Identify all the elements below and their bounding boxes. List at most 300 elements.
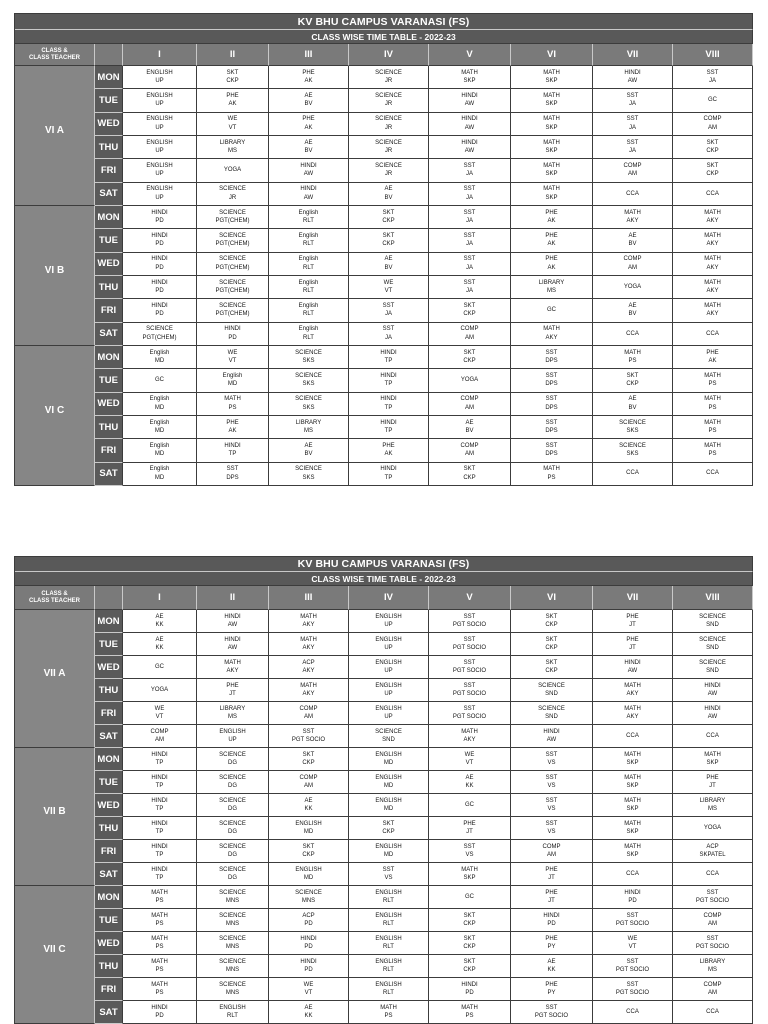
day-label-cell: TUE: [95, 369, 123, 392]
period-cell: [511, 771, 593, 794]
period-cell: [673, 840, 753, 863]
teacher-code-text: PD: [465, 990, 474, 996]
teacher-code-text: PS: [155, 921, 164, 927]
period-cell: [511, 1001, 593, 1024]
teacher-code-text: AM: [628, 171, 637, 178]
subject-text: AE: [304, 442, 313, 449]
subject-text: SCIENCE: [219, 302, 246, 309]
subject-text: SST: [463, 186, 476, 193]
teacher-code-text: JT: [548, 875, 555, 881]
subject-text: English: [149, 349, 170, 356]
teacher-code-text: KK: [155, 622, 164, 628]
period-cell: [511, 253, 593, 276]
period-cell: [123, 183, 197, 206]
period-cell: [511, 113, 593, 136]
teacher-code-text: UP: [384, 714, 393, 720]
teacher-code-text: MD: [154, 404, 165, 411]
subject-text: MATH: [624, 209, 641, 216]
period-cell: [349, 66, 429, 89]
teacher-code-text: SND: [706, 645, 719, 651]
period-cell: [593, 416, 673, 439]
day-label-cell: THU: [95, 136, 123, 159]
day-label-cell: SAT: [95, 1001, 123, 1024]
period-cell: [673, 66, 753, 89]
period-cell: [197, 136, 269, 159]
teacher-code-text: SKP: [626, 806, 639, 812]
day-label-cell: MON: [95, 610, 123, 633]
period-cell: [429, 463, 511, 486]
subject-text: SCIENCE: [538, 682, 565, 689]
subject-text: SCIENCE: [295, 889, 322, 896]
subject-text: English: [149, 466, 170, 473]
teacher-code-text: JT: [629, 645, 636, 651]
subject-text: SKT: [463, 466, 476, 473]
teacher-code-text: AM: [547, 852, 556, 858]
subject-text: COMP: [460, 326, 479, 333]
subject-text: SCIENCE: [219, 774, 246, 781]
teacher-code-text: UP: [384, 668, 393, 674]
subject-text: SST: [545, 442, 558, 449]
period-cell: [429, 725, 511, 748]
teacher-code-text: AK: [304, 124, 313, 131]
day-label-cell: THU: [95, 817, 123, 840]
subject-text: PHE: [626, 613, 639, 620]
period-cell: [197, 299, 269, 322]
class-name-cell: VII A: [15, 610, 95, 748]
teacher-code-text: VT: [228, 358, 237, 365]
teacher-code-text: PD: [155, 311, 164, 318]
teacher-code-text: PS: [155, 990, 164, 996]
period-cell: [593, 978, 673, 1001]
subject-text: SCIENCE: [219, 751, 246, 758]
subject-text: LIBRARY: [699, 958, 726, 965]
period-cell: [269, 113, 349, 136]
teacher-code-text: CKP: [382, 218, 395, 225]
subject-text: SCIENCE: [219, 209, 246, 216]
teacher-code-text: CKP: [463, 474, 476, 481]
period-cell: [511, 840, 593, 863]
period-cell: [269, 633, 349, 656]
subject-text: COMP: [299, 774, 318, 781]
period-cell: [429, 610, 511, 633]
period-cell: [349, 136, 429, 159]
subject-text: HINDI: [380, 419, 397, 426]
subject-text: AE: [465, 774, 474, 781]
teacher-code-text: MS: [228, 714, 237, 720]
period-cell: [349, 253, 429, 276]
teacher-code-text: TP: [384, 474, 393, 481]
period-cell: [593, 817, 673, 840]
teacher-code-text: DPS: [545, 451, 558, 458]
period-cell: [197, 276, 269, 299]
day-label-cell: TUE: [95, 633, 123, 656]
subject-text: YOGA: [703, 824, 722, 831]
period-cell: [123, 863, 197, 886]
period-cell: [269, 863, 349, 886]
period-cell: [593, 299, 673, 322]
teacher-code-text: MNS: [225, 944, 240, 950]
subject-text: AE: [304, 797, 313, 804]
period-cell: [673, 253, 753, 276]
subject-text: SKT: [706, 139, 719, 146]
period-cell: [673, 794, 753, 817]
day-label-cell: WED: [95, 253, 123, 276]
period-cell: [511, 748, 593, 771]
subject-text: MATH: [151, 912, 168, 919]
period-header-3: III: [269, 44, 349, 66]
subject-text: SCIENCE: [219, 889, 246, 896]
period-cell: [593, 183, 673, 206]
subject-text: SST: [545, 797, 558, 804]
period-cell: [269, 253, 349, 276]
period-cell: [511, 89, 593, 112]
subject-text: SST: [463, 256, 476, 263]
period-cell: [123, 323, 197, 346]
period-cell: [123, 439, 197, 462]
teacher-code-text: UP: [155, 194, 164, 201]
period-cell: [197, 183, 269, 206]
subject-text: ENGLISH: [375, 981, 402, 988]
day-label-cell: MON: [95, 206, 123, 229]
class-header-line-2: CLASS TEACHER: [28, 597, 80, 604]
teacher-code-text: SND: [545, 691, 558, 697]
teacher-code-text: UP: [228, 737, 237, 743]
subject-text: COMP: [703, 981, 722, 988]
teacher-code-text: PS: [547, 474, 556, 481]
period-cell: [429, 299, 511, 322]
subject-text: AE: [155, 636, 164, 643]
subject-text: SKT: [463, 935, 476, 942]
subject-text: MATH: [151, 935, 168, 942]
teacher-code-text: KK: [304, 806, 313, 812]
subject-text: PHE: [302, 116, 315, 123]
day-label-cell: WED: [95, 656, 123, 679]
subject-text: ENGLISH: [375, 797, 402, 804]
teacher-code-text: SKP: [626, 783, 639, 789]
teacher-code-text: UP: [155, 101, 164, 108]
subject-text: SCIENCE: [375, 728, 402, 735]
subject-text: SST: [545, 774, 558, 781]
teacher-code-text: TP: [155, 875, 164, 881]
teacher-code-text: RLT: [303, 241, 314, 248]
subject-text: PHE: [382, 442, 395, 449]
period-cell: [349, 932, 429, 955]
subject-text: English: [298, 232, 319, 239]
teacher-code-text: AM: [708, 990, 717, 996]
period-cell: [349, 416, 429, 439]
teacher-code-text: AM: [708, 921, 717, 927]
subject-text: MATH: [704, 232, 721, 239]
teacher-code-text: RLT: [383, 967, 394, 973]
teacher-code-text: MNS: [225, 921, 240, 927]
subject-text: SCIENCE: [538, 705, 565, 712]
period-cell: [673, 955, 753, 978]
subject-text: MATH: [300, 613, 317, 620]
class-teacher-header: [15, 586, 95, 610]
subject-text: HINDI: [624, 659, 641, 666]
teacher-code-text: BV: [384, 264, 393, 271]
teacher-code-text: RLT: [303, 218, 314, 225]
subject-text: AE: [384, 256, 393, 263]
teacher-code-text: BV: [628, 311, 637, 318]
period-cell: [269, 840, 349, 863]
teacher-code-text: UP: [155, 124, 164, 131]
subject-text: ENGLISH: [375, 659, 402, 666]
subject-text: SCIENCE: [219, 958, 246, 965]
day-label-cell: TUE: [95, 229, 123, 252]
period-cell: [123, 955, 197, 978]
period-cell: [269, 323, 349, 346]
teacher-code-text: DPS: [545, 404, 558, 411]
subject-text: MATH: [704, 256, 721, 263]
period-cell: [673, 679, 753, 702]
subject-text: MATH: [704, 279, 721, 286]
period-cell: [429, 113, 511, 136]
subject-text: SKT: [545, 659, 558, 666]
period-cell: [123, 978, 197, 1001]
period-cell: [269, 656, 349, 679]
teacher-code-text: AM: [465, 404, 474, 411]
period-cell: [349, 439, 429, 462]
period-cell: [673, 886, 753, 909]
teacher-code-text: JT: [629, 622, 636, 628]
period-cell: [593, 66, 673, 89]
period-cell: [197, 702, 269, 725]
teacher-code-text: JT: [548, 898, 555, 904]
period-cell: [123, 932, 197, 955]
period-cell: [673, 136, 753, 159]
period-cell: [123, 159, 197, 182]
period-cell: [673, 909, 753, 932]
subject-text: AE: [628, 232, 637, 239]
subject-text: SST: [463, 682, 476, 689]
teacher-code-text: MD: [383, 783, 394, 789]
subject-text: MATH: [543, 466, 560, 473]
period-cell: [349, 183, 429, 206]
period-header-6: VI: [511, 586, 593, 610]
subject-text: GC: [465, 893, 474, 900]
teacher-code-text: AKY: [706, 311, 719, 318]
period-cell: [593, 393, 673, 416]
teacher-code-text: VS: [547, 760, 556, 766]
day-label-cell: SAT: [95, 463, 123, 486]
subject-text: CCA: [706, 330, 719, 337]
teacher-code-text: PS: [708, 404, 717, 411]
teacher-code-text: SKP: [545, 171, 558, 178]
period-cell: [593, 159, 673, 182]
period-cell: [349, 323, 429, 346]
subject-text: HINDI: [151, 797, 168, 804]
period-cell: [123, 346, 197, 369]
period-cell: [123, 725, 197, 748]
teacher-code-text: UP: [155, 148, 164, 155]
period-cell: [269, 794, 349, 817]
subject-text: MATH: [704, 372, 721, 379]
day-label-cell: MON: [95, 346, 123, 369]
teacher-code-text: JA: [708, 78, 716, 85]
subject-text: PHE: [545, 209, 558, 216]
teacher-code-text: PD: [628, 898, 637, 904]
teacher-code-text: AW: [227, 622, 238, 628]
teacher-code-text: RLT: [383, 898, 394, 904]
period-cell: [593, 633, 673, 656]
subject-text: SST: [545, 349, 558, 356]
period-cell: [673, 89, 753, 112]
subject-text: CCA: [626, 470, 639, 477]
period-cell: [123, 229, 197, 252]
subject-text: SCIENCE: [375, 116, 402, 123]
subject-text: SST: [463, 613, 476, 620]
subject-text: HINDI: [151, 774, 168, 781]
period-cell: [511, 610, 593, 633]
period-cell: [511, 817, 593, 840]
period-cell: [269, 229, 349, 252]
subject-text: SCIENCE: [219, 981, 246, 988]
subject-text: WE: [227, 349, 238, 356]
period-cell: [123, 393, 197, 416]
class-header-line-1: CLASS &: [41, 47, 68, 54]
teacher-code-text: TP: [384, 381, 393, 388]
timetable-class-vi: [14, 13, 753, 486]
teacher-code-text: JT: [466, 829, 473, 835]
teacher-code-text: PD: [547, 921, 556, 927]
teacher-code-text: MS: [228, 148, 237, 155]
period-cell: [197, 113, 269, 136]
period-cell: [269, 136, 349, 159]
teacher-code-text: SKS: [302, 358, 315, 365]
subject-text: HINDI: [151, 751, 168, 758]
period-cell: [197, 679, 269, 702]
teacher-code-text: BV: [304, 148, 313, 155]
period-header-2: II: [197, 586, 269, 610]
period-cell: [349, 955, 429, 978]
subject-text: CCA: [626, 870, 639, 877]
subject-text: ENGLISH: [375, 774, 402, 781]
period-cell: [197, 633, 269, 656]
subject-text: MATH: [461, 1004, 478, 1011]
teacher-code-text: PGT(CHEM): [215, 218, 250, 225]
teacher-code-text: SKS: [302, 404, 315, 411]
teacher-code-text: SKS: [302, 381, 315, 388]
subject-text: GC: [155, 377, 164, 384]
teacher-code-text: KK: [155, 645, 164, 651]
subject-text: SST: [463, 705, 476, 712]
teacher-code-text: BV: [304, 101, 313, 108]
class-header-line-2: CLASS TEACHER: [28, 54, 80, 61]
teacher-code-text: JT: [709, 783, 716, 789]
subject-text: SST: [463, 636, 476, 643]
day-column-header: [95, 586, 123, 610]
teacher-code-text: MD: [303, 875, 314, 881]
period-cell: [593, 932, 673, 955]
teacher-code-text: DPS: [226, 474, 239, 481]
period-cell: [673, 159, 753, 182]
subject-text: ENGLISH: [375, 751, 402, 758]
subject-text: HINDI: [151, 256, 168, 263]
subject-text: CCA: [626, 1008, 639, 1015]
subject-text: PHE: [626, 636, 639, 643]
period-cell: [673, 183, 753, 206]
period-cell: [511, 299, 593, 322]
period-cell: [123, 136, 197, 159]
period-cell: [123, 840, 197, 863]
teacher-code-text: PGT SOCIO: [452, 622, 487, 628]
teacher-code-text: CKP: [545, 668, 558, 674]
day-label-cell: MON: [95, 66, 123, 89]
period-cell: [269, 206, 349, 229]
period-cell: [349, 840, 429, 863]
subject-text: ENGLISH: [375, 912, 402, 919]
subject-text: MATH: [151, 958, 168, 965]
subject-text: ACP: [706, 843, 719, 850]
teacher-code-text: AK: [384, 451, 393, 458]
subject-text: SCIENCE: [219, 935, 246, 942]
period-cell: [511, 702, 593, 725]
period-cell: [593, 1001, 673, 1024]
teacher-code-text: PY: [547, 990, 556, 996]
subject-text: COMP: [150, 728, 169, 735]
subject-text: SST: [545, 396, 558, 403]
subject-text: ACP: [302, 659, 315, 666]
period-cell: [511, 863, 593, 886]
subject-text: HINDI: [151, 232, 168, 239]
period-cell: [123, 748, 197, 771]
period-cell: [673, 978, 753, 1001]
subject-text: MATH: [543, 116, 560, 123]
subject-text: MATH: [624, 843, 641, 850]
teacher-code-text: JA: [465, 194, 473, 201]
period-cell: [673, 771, 753, 794]
period-cell: [197, 978, 269, 1001]
teacher-code-text: PS: [155, 898, 164, 904]
day-label-cell: THU: [95, 276, 123, 299]
period-cell: [123, 276, 197, 299]
day-label-cell: TUE: [95, 89, 123, 112]
subject-text: SST: [545, 1004, 558, 1011]
period-cell: [511, 794, 593, 817]
period-cell: [511, 276, 593, 299]
period-cell: [349, 346, 429, 369]
period-cell: [593, 794, 673, 817]
subject-text: HINDI: [543, 912, 560, 919]
teacher-code-text: DPS: [545, 358, 558, 365]
period-cell: [349, 886, 429, 909]
subject-text: SST: [463, 232, 476, 239]
subject-text: COMP: [299, 705, 318, 712]
period-cell: [197, 886, 269, 909]
subject-text: ACP: [302, 912, 315, 919]
period-cell: [673, 633, 753, 656]
subject-text: ENGLISH: [219, 728, 246, 735]
subject-text: COMP: [542, 843, 561, 850]
day-label-cell: WED: [95, 113, 123, 136]
subject-text: ENGLISH: [146, 162, 173, 169]
teacher-code-text: CKP: [463, 944, 476, 950]
period-cell: [269, 346, 349, 369]
period-cell: [349, 369, 429, 392]
subject-text: English: [298, 326, 319, 333]
teacher-code-text: PGT(CHEM): [215, 311, 250, 318]
period-header-5: V: [429, 44, 511, 66]
day-column-header: [95, 44, 123, 66]
subject-text: ENGLISH: [219, 1004, 246, 1011]
period-cell: [429, 978, 511, 1001]
teacher-code-text: CKP: [463, 921, 476, 927]
subject-text: SKT: [463, 912, 476, 919]
subject-text: SCIENCE: [295, 372, 322, 379]
period-cell: [593, 725, 673, 748]
subject-text: AE: [628, 302, 637, 309]
